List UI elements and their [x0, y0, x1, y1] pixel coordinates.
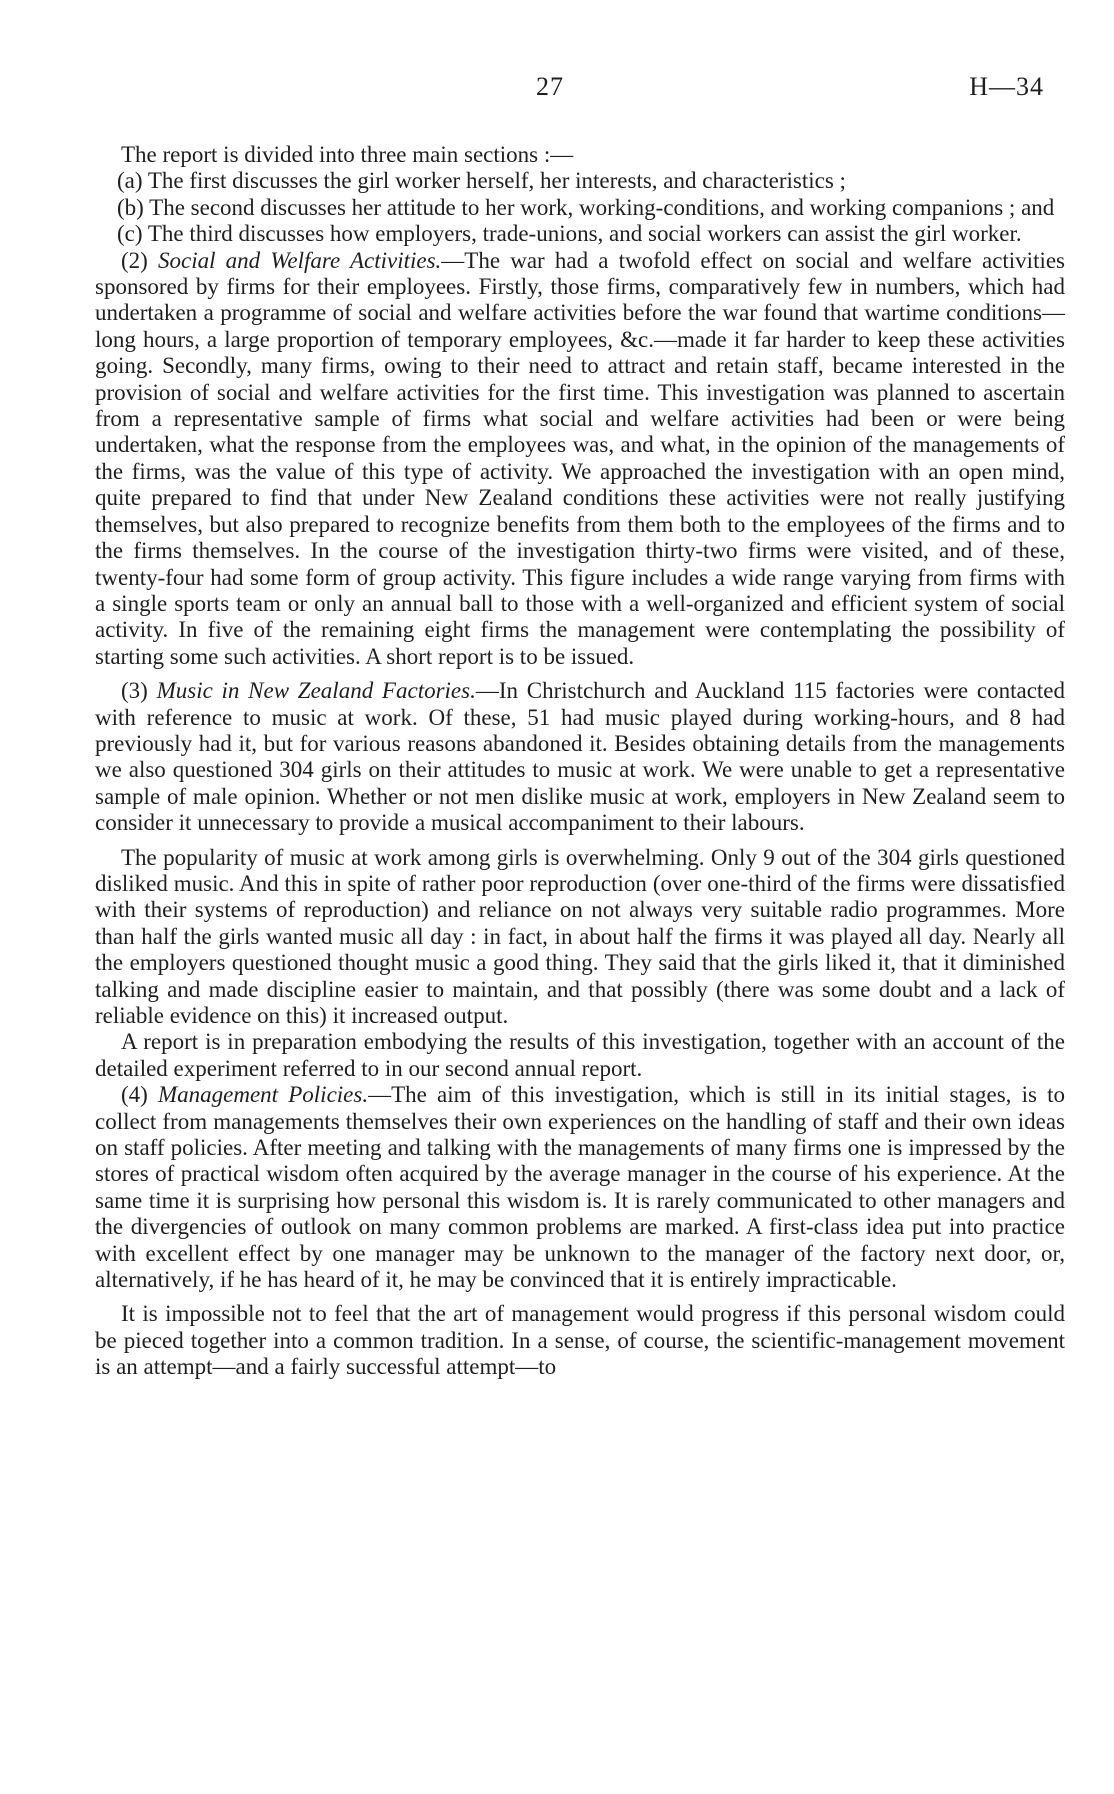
closing-paragraph: It is impossible not to feel that the art of management would progress if this personal wisdom could be pieced together into a common tradition. In a sense, of course, the scientific-management movement is an attempt—and a fairly successful attempt—to	[95, 1301, 1065, 1380]
section-number: (4)	[121, 1082, 148, 1108]
music-popularity-paragraph: The popularity of music at work among girls is overwhelming. Only 9 out of the 304 girls questioned disliked music. And this in spite of rather poor reproduction (over one-third of the firms were dissatisfied with their systems of reproduction) and reliance on not always very suitable radio programmes. More than half the girls wanted music all day : in fact, in about half the firms it was played all day. Nearly all the employers questioned thought music a good thing. They said that the girls liked it, that it diminished talking and made discipline easier to maintain, and that possibly (there was some doubt and a lack of reliable evidence on this) it increased output.	[95, 844, 1065, 1028]
section-title: Management Policies.	[158, 1082, 369, 1108]
document-code: H—34	[969, 72, 1044, 101]
section-text: —The aim of this investigation, which is still in its initial stages, is to collect from managements themselves their own experiences on the handling of staff and their own ideas on staff policies. After meeting and talking with the managements of many firms one is impressed by the stores of practical wisdom often acquired by the average manager in the course of his experience. At the same time it is surprising how personal this wisdom is. It is rarely communicated to other managers and the divergencies of outlook on many common problems are marked. A first-class idea put into practice with excellent effect by one manager may be unknown to the manager of the factory next door, or, alternatively, if he has heard of it, he may be convinced that it is entirely impracticable.	[95, 1082, 1065, 1293]
section-title: Social and Welfare Activities.	[158, 247, 442, 273]
section-text: —The war had a twofold effect on social and welfare activities sponsored by firms for their employees. Firstly, those firms, comparatively few in numbers, which had undertaken a programme of social and welfare activities before the war found that wartime conditions—long hours, a large proportion of temporary employees, &c.—made it far harder to keep these activities going. Secondly, many firms, owing to their need to attract and retain staff, became interested in the provision of social and welfare activities for the first time. This investigation was planned to ascertain from a representative sample of firms what social and welfare activities had been or were being undertaken, what the response from the employees was, and what, in the opinion of the managements of the firms, was the value of this type of activity. We approached the investigation with an open mind, quite prepared to find that under New Zealand conditions these activities were not really justifying themselves, but also prepared to recognize benefits from them both to the employees of the firms and to the firms themselves. In the course of the investigation thirty-two firms were visited, and of these, twenty-four had some form of group activity. This figure includes a wide range varying from firms with a single sports team or only an annual ball to those with a well-organized and efficient system of social activity. In five of the remaining eight firms the management were contemplating the possibility of starting some such activities. A short report is to be issued.	[95, 247, 1066, 669]
intro-paragraph: The report is divided into three main sections :—	[121, 142, 574, 167]
music-paragraph	[95, 678, 1065, 836]
section-number: (2)	[121, 247, 148, 273]
page-number: 27	[536, 72, 564, 101]
social-welfare-paragraph	[95, 248, 1065, 671]
list-item-c: (c) The third discusses how employers, trade-unions, and social workers can assist the girl worker.	[117, 221, 1022, 247]
section-text: —In Christchurch and Auckland 115 factories were contacted with reference to music at work. Of these, 51 had music played during working-hours, and 8 had previously had it, but for various reasons abandoned it. Besides obtaining details from the managements we also questioned 304 girls on their attitudes to music at work. We were unable to get a representative sample of male opinion. Whether or not men dislike music at work, employers in New Zealand seem to consider it unnecessary to provide a musical accompaniment to their labours.	[95, 678, 1066, 836]
section-number: (3)	[121, 678, 148, 704]
management-paragraph	[95, 1082, 1065, 1293]
list-item-b: (b) The second discusses her attitude to her work, working-conditions, and working companions ; and	[117, 194, 1055, 220]
section-title: Music in New Zealand Factories.	[156, 678, 476, 704]
body-text	[95, 142, 1065, 1381]
list-item-a: (a) The first discusses the girl worker herself, her interests, and characteristics ;	[117, 168, 846, 194]
music-report-paragraph: A report is in preparation embodying the results of this investigation, together with an account of the detailed experiment referred to in our second annual report.	[95, 1029, 1065, 1081]
